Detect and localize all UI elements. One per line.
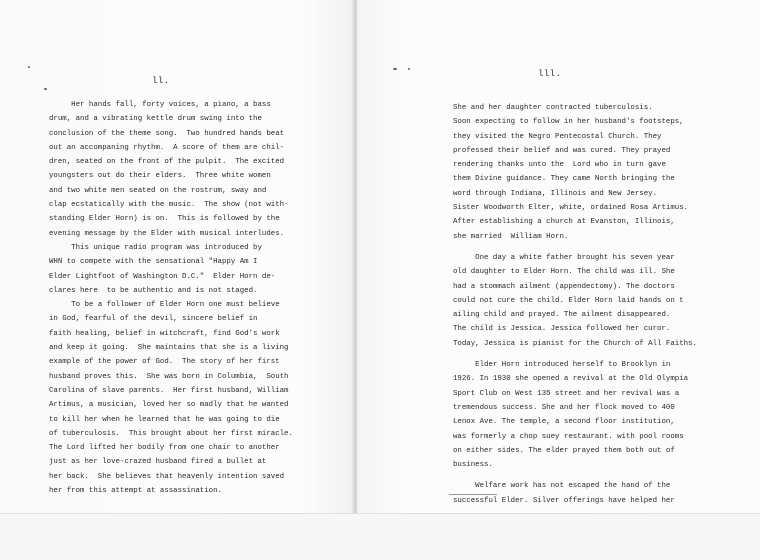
text-line: out an accompaning rhythm. A score of them are chil-	[49, 143, 285, 152]
text-line: of tuberculosis. This brought about her first miracle.	[49, 429, 293, 438]
scan-mark	[449, 494, 497, 495]
scan-speck	[408, 68, 410, 70]
text-line: professed their belief and was cured. They prayed	[453, 146, 671, 155]
text-line: to kill her when he learned that he was going to die	[49, 415, 280, 424]
left-page-number: ll.	[152, 76, 170, 86]
text-line: old daughter to Elder Horn. The child was ill. She	[453, 268, 675, 277]
text-line: they visited the Negro Pentecostal Church. They	[453, 132, 662, 141]
text-line: faith healing, belief in witchcraft, find God's work	[49, 329, 280, 338]
text-line: could not cure the child. Elder Horn laid hands on t	[453, 296, 684, 305]
text-line: on either sides. The elder prayed them both out of	[453, 446, 675, 455]
text-line: To be a follower of Elder Horn one must believe	[49, 301, 280, 310]
text-line: Carolina of slave parents. Her first husband, William	[49, 386, 289, 395]
text-line: The Lord lifted her bodily from one chair to another	[49, 444, 280, 453]
text-line: and two white men seated on the rostrum, sway and	[49, 186, 267, 195]
text-line: business.	[453, 461, 493, 470]
text-line: rendering thanks unto the Lord who in turn gave	[453, 161, 666, 170]
left-page-body	[49, 98, 293, 498]
text-line: and keep it going. She maintains that she is a living	[49, 344, 289, 353]
text-line: Elder Lightfoot of Washington D.C." Elder Horn de-	[49, 272, 276, 281]
text-line: One day a white father brought his seven year	[453, 253, 675, 262]
text-line: husband proves this. She was born in Columbia, South	[49, 372, 289, 381]
right-page-number: lll.	[538, 69, 562, 79]
text-line: word through Indiana, Illinois and New Jersey.	[453, 189, 658, 198]
text-line: She and her daughter contracted tuberculosis.	[453, 104, 653, 112]
text-line: was formerly a chop suey restaurant. with pool rooms	[453, 432, 684, 441]
text-line: The child is Jessica. Jessica followed her curor.	[453, 325, 671, 334]
text-line: evening message by the Elder with musical interludes.	[49, 229, 285, 238]
scan-bottom-margin	[0, 513, 760, 560]
text-line: Artimus, a musician, loved her so madly that he wanted	[49, 401, 289, 410]
text-line: Welfare work has not escaped the hand of the	[453, 482, 671, 491]
text-line: in God, fearful of the devil, sincere belief in	[49, 315, 258, 324]
text-line: her back. She believes that heavenly intention saved	[49, 472, 285, 481]
text-line: them Divine guidance. They came North bringing the	[453, 175, 675, 184]
text-line: dren, seated on the front of the pulpit. The excited	[49, 158, 285, 167]
text-line: standing Elder Horn) is on. This is followed by the	[49, 215, 280, 224]
text-line: example of the power of God. The story of her first	[49, 358, 280, 367]
text-line: Sister Woodworth Elter, white, ordained Rosa Artimus.	[453, 204, 689, 213]
text-line: had a stommach ailment (appendectomy). The doctors	[453, 282, 675, 291]
scan-speck	[393, 68, 397, 70]
right-page-body	[453, 101, 697, 508]
right-page	[357, 0, 760, 513]
text-line: Her hands fall, forty voices, a piano, a bass	[49, 101, 271, 109]
text-line: After establishing a church at Evanston, Illinois,	[453, 218, 675, 227]
text-line: Sport Club on West 135 street and her revival was a	[453, 389, 680, 398]
text-line: Lenox Ave. The temple, a second floor institution,	[453, 418, 675, 427]
paragraph-gap	[453, 244, 697, 251]
paragraph-gap	[453, 351, 697, 358]
left-page	[0, 0, 354, 513]
text-line: she married William Horn.	[453, 232, 569, 241]
text-line: 1926. In 1930 she opened a revival at the Old Olympia	[453, 375, 689, 384]
scan-speck	[28, 66, 30, 68]
text-line: just as her love-crazed husband fired a bullet at	[49, 458, 267, 467]
text-line: ailing child and prayed. The ailment disappeared.	[453, 311, 671, 320]
text-line: clares here to be authentic and is not staged.	[49, 286, 258, 295]
text-line: youngsters out do their elders. Three white women	[49, 172, 271, 181]
text-line: This unique radio program was introduced by	[49, 243, 262, 252]
text-line: her from this attempt at assassination.	[49, 487, 222, 496]
text-line: clap ecstatically with the music. The show (not with-	[49, 201, 289, 210]
paragraph-gap	[453, 472, 697, 479]
text-line: conclusion of the theme song. Two hundred hands beat	[49, 129, 285, 138]
text-line: Elder Horn introduced herself to Brooklyn in	[453, 361, 671, 370]
text-line: tremendous success. She and her flock moved to 400	[453, 403, 675, 412]
scan-speck	[44, 88, 47, 90]
text-line: successful Elder. Silver offerings have helped her	[453, 496, 675, 505]
text-line: Today, Jessica is pianist for the Church of All Faiths.	[453, 339, 697, 348]
text-line: drum, and a vibrating kettle drum swing into the	[49, 115, 262, 124]
text-line: Soon expecting to follow in her husband's footsteps,	[453, 118, 684, 127]
text-line: WHN to compete with the sensational "Happy Am I	[49, 258, 258, 267]
